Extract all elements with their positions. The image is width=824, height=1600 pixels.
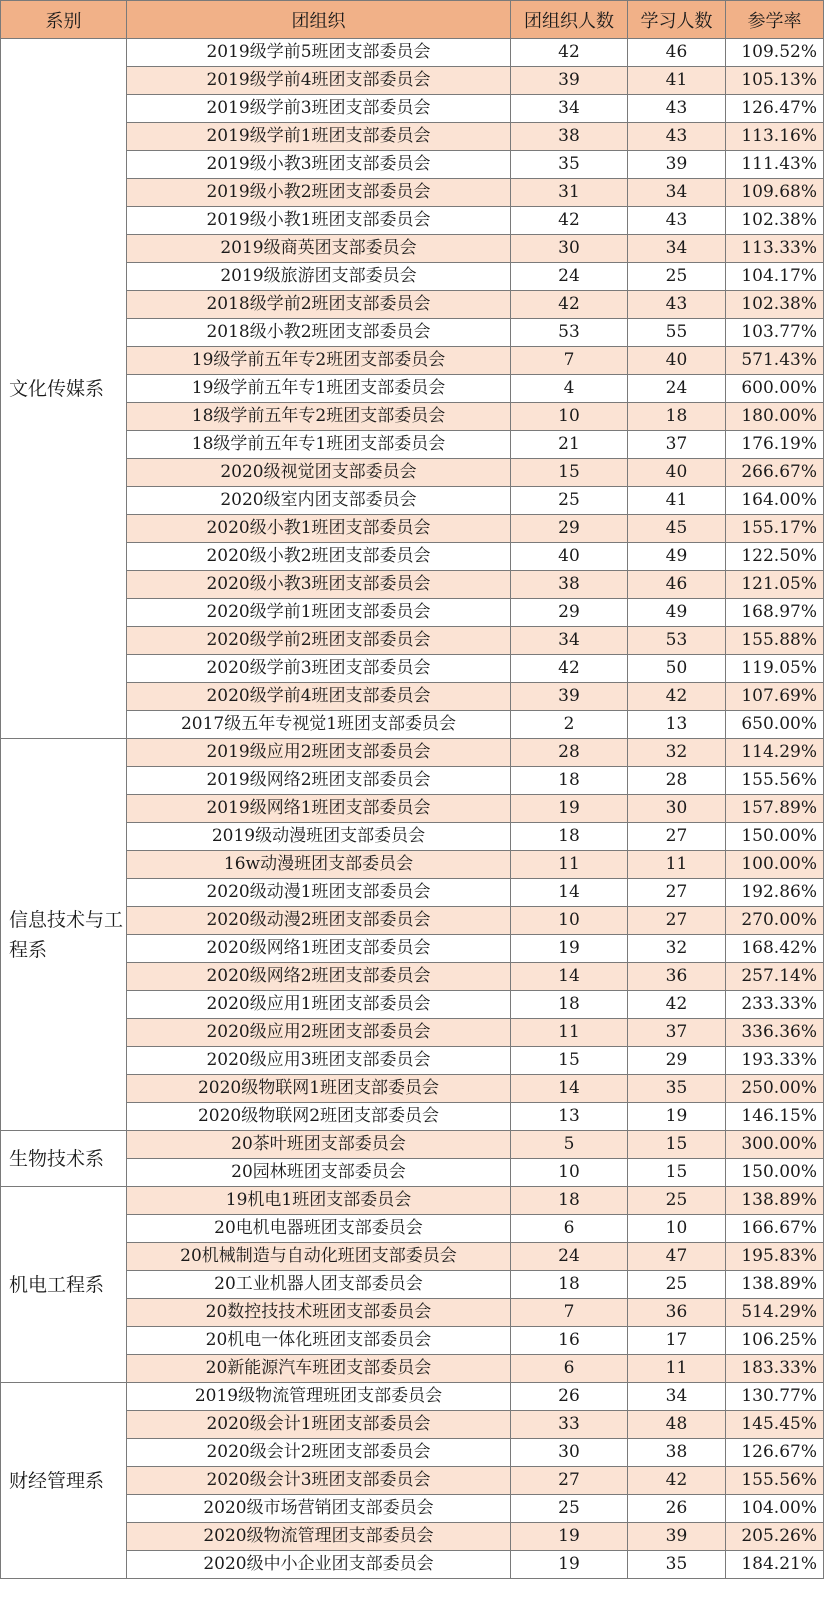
org-name-cell: 2019级学前4班团支部委员会 xyxy=(127,67,511,95)
study-count-cell: 36 xyxy=(628,1299,726,1327)
org-count-cell: 34 xyxy=(511,95,628,123)
rate-cell: 600.00% xyxy=(726,375,824,403)
org-name-cell: 20工业机器人团支部委员会 xyxy=(127,1271,511,1299)
study-count-cell: 29 xyxy=(628,1047,726,1075)
org-name-cell: 2019级物流管理班团支部委员会 xyxy=(127,1383,511,1411)
org-count-cell: 25 xyxy=(511,1495,628,1523)
rate-cell: 121.05% xyxy=(726,571,824,599)
header-dept: 系别 xyxy=(1,1,127,39)
org-name-cell: 2020级动漫1班团支部委员会 xyxy=(127,879,511,907)
org-name-cell: 2019级学前3班团支部委员会 xyxy=(127,95,511,123)
org-name-cell: 2020级小教3班团支部委员会 xyxy=(127,571,511,599)
table-header xyxy=(1,1,824,39)
org-name-cell: 2020级物流管理团支部委员会 xyxy=(127,1523,511,1551)
study-count-cell: 53 xyxy=(628,627,726,655)
org-name-cell: 2020级网络1班团支部委员会 xyxy=(127,935,511,963)
org-name-cell: 2020级物联网1班团支部委员会 xyxy=(127,1075,511,1103)
org-count-cell: 18 xyxy=(511,1271,628,1299)
org-count-cell: 42 xyxy=(511,39,628,67)
table-row xyxy=(1,1383,824,1411)
study-count-cell: 41 xyxy=(628,487,726,515)
rate-cell: 195.83% xyxy=(726,1243,824,1271)
rate-cell: 109.68% xyxy=(726,179,824,207)
rate-cell: 106.25% xyxy=(726,1327,824,1355)
study-count-cell: 41 xyxy=(628,67,726,95)
study-count-cell: 40 xyxy=(628,347,726,375)
table-body xyxy=(1,39,824,1579)
org-name-cell: 19机电1班团支部委员会 xyxy=(127,1187,511,1215)
org-count-cell: 18 xyxy=(511,767,628,795)
org-name-cell: 2019级小教1班团支部委员会 xyxy=(127,207,511,235)
rate-cell: 233.33% xyxy=(726,991,824,1019)
org-count-cell: 40 xyxy=(511,543,628,571)
org-count-cell: 38 xyxy=(511,123,628,151)
rate-cell: 150.00% xyxy=(726,823,824,851)
org-count-cell: 11 xyxy=(511,1019,628,1047)
org-name-cell: 19级学前五年专1班团支部委员会 xyxy=(127,375,511,403)
study-count-cell: 28 xyxy=(628,767,726,795)
org-name-cell: 2020级学前2班团支部委员会 xyxy=(127,627,511,655)
org-name-cell: 20园林班团支部委员会 xyxy=(127,1159,511,1187)
org-name-cell: 2018级学前2班团支部委员会 xyxy=(127,291,511,319)
rate-cell: 266.67% xyxy=(726,459,824,487)
rate-cell: 102.38% xyxy=(726,207,824,235)
rate-cell: 113.33% xyxy=(726,235,824,263)
org-name-cell: 2019级小教2班团支部委员会 xyxy=(127,179,511,207)
org-count-cell: 26 xyxy=(511,1383,628,1411)
rate-cell: 111.43% xyxy=(726,151,824,179)
org-count-cell: 15 xyxy=(511,459,628,487)
rate-cell: 155.56% xyxy=(726,767,824,795)
org-name-cell: 2019级应用2班团支部委员会 xyxy=(127,739,511,767)
org-count-cell: 4 xyxy=(511,375,628,403)
dept-cell: 财经管理系 xyxy=(1,1383,127,1579)
study-count-cell: 15 xyxy=(628,1131,726,1159)
org-count-cell: 35 xyxy=(511,151,628,179)
study-count-cell: 46 xyxy=(628,571,726,599)
rate-cell: 102.38% xyxy=(726,291,824,319)
org-count-cell: 6 xyxy=(511,1215,628,1243)
rate-cell: 650.00% xyxy=(726,711,824,739)
header-rate: 参学率 xyxy=(726,1,824,39)
study-count-cell: 39 xyxy=(628,151,726,179)
rate-cell: 107.69% xyxy=(726,683,824,711)
org-name-cell: 19级学前五年专2班团支部委员会 xyxy=(127,347,511,375)
org-count-cell: 30 xyxy=(511,1439,628,1467)
dept-cell: 生物技术系 xyxy=(1,1131,127,1187)
rate-cell: 183.33% xyxy=(726,1355,824,1383)
org-count-cell: 24 xyxy=(511,1243,628,1271)
study-count-cell: 46 xyxy=(628,39,726,67)
study-count-cell: 26 xyxy=(628,1495,726,1523)
study-count-cell: 43 xyxy=(628,291,726,319)
study-count-cell: 48 xyxy=(628,1411,726,1439)
study-count-cell: 11 xyxy=(628,851,726,879)
study-count-cell: 11 xyxy=(628,1355,726,1383)
org-count-cell: 7 xyxy=(511,1299,628,1327)
rate-cell: 113.16% xyxy=(726,123,824,151)
study-count-cell: 35 xyxy=(628,1075,726,1103)
org-count-cell: 30 xyxy=(511,235,628,263)
header-row xyxy=(1,1,824,39)
org-name-cell: 20机电一体化班团支部委员会 xyxy=(127,1327,511,1355)
study-count-cell: 10 xyxy=(628,1215,726,1243)
study-count-cell: 42 xyxy=(628,991,726,1019)
org-name-cell: 20电机电器班团支部委员会 xyxy=(127,1215,511,1243)
study-count-cell: 39 xyxy=(628,1523,726,1551)
rate-cell: 168.97% xyxy=(726,599,824,627)
org-count-cell: 19 xyxy=(511,1523,628,1551)
rate-cell: 157.89% xyxy=(726,795,824,823)
org-count-cell: 34 xyxy=(511,627,628,655)
org-name-cell: 2019级学前5班团支部委员会 xyxy=(127,39,511,67)
rate-cell: 105.13% xyxy=(726,67,824,95)
org-name-cell: 2020级小教2班团支部委员会 xyxy=(127,543,511,571)
org-name-cell: 2020级会计2班团支部委员会 xyxy=(127,1439,511,1467)
org-name-cell: 2019级学前1班团支部委员会 xyxy=(127,123,511,151)
rate-cell: 184.21% xyxy=(726,1551,824,1579)
rate-cell: 168.42% xyxy=(726,935,824,963)
study-count-cell: 43 xyxy=(628,207,726,235)
rate-cell: 126.67% xyxy=(726,1439,824,1467)
rate-cell: 145.45% xyxy=(726,1411,824,1439)
study-count-cell: 27 xyxy=(628,823,726,851)
study-count-cell: 34 xyxy=(628,179,726,207)
study-count-cell: 27 xyxy=(628,907,726,935)
study-count-cell: 15 xyxy=(628,1159,726,1187)
study-count-cell: 49 xyxy=(628,599,726,627)
org-name-cell: 20新能源汽车班团支部委员会 xyxy=(127,1355,511,1383)
rate-cell: 130.77% xyxy=(726,1383,824,1411)
rate-cell: 122.50% xyxy=(726,543,824,571)
table-row xyxy=(1,739,824,767)
dept-cell: 信息技术与工程系 xyxy=(1,739,127,1131)
rate-cell: 571.43% xyxy=(726,347,824,375)
rate-cell: 150.00% xyxy=(726,1159,824,1187)
org-count-cell: 27 xyxy=(511,1467,628,1495)
study-count-cell: 17 xyxy=(628,1327,726,1355)
org-name-cell: 2020级室内团支部委员会 xyxy=(127,487,511,515)
study-count-cell: 40 xyxy=(628,459,726,487)
org-name-cell: 2020级动漫2班团支部委员会 xyxy=(127,907,511,935)
org-name-cell: 20茶叶班团支部委员会 xyxy=(127,1131,511,1159)
org-count-cell: 31 xyxy=(511,179,628,207)
org-name-cell: 2020级市场营销团支部委员会 xyxy=(127,1495,511,1523)
org-name-cell: 2019级网络1班团支部委员会 xyxy=(127,795,511,823)
rate-cell: 205.26% xyxy=(726,1523,824,1551)
org-count-cell: 19 xyxy=(511,935,628,963)
org-name-cell: 2020级网络2班团支部委员会 xyxy=(127,963,511,991)
org-count-cell: 39 xyxy=(511,67,628,95)
org-count-cell: 33 xyxy=(511,1411,628,1439)
org-count-cell: 42 xyxy=(511,291,628,319)
study-count-cell: 43 xyxy=(628,95,726,123)
org-count-cell: 6 xyxy=(511,1355,628,1383)
org-count-cell: 38 xyxy=(511,571,628,599)
org-count-cell: 13 xyxy=(511,1103,628,1131)
study-count-cell: 32 xyxy=(628,739,726,767)
org-count-cell: 7 xyxy=(511,347,628,375)
table-row xyxy=(1,1187,824,1215)
study-count-cell: 30 xyxy=(628,795,726,823)
rate-cell: 119.05% xyxy=(726,655,824,683)
table-row xyxy=(1,1131,824,1159)
rate-cell: 166.67% xyxy=(726,1215,824,1243)
org-name-cell: 2017级五年专视觉1班团支部委员会 xyxy=(127,711,511,739)
rate-cell: 109.52% xyxy=(726,39,824,67)
rate-cell: 164.00% xyxy=(726,487,824,515)
org-count-cell: 2 xyxy=(511,711,628,739)
org-name-cell: 2019级小教3班团支部委员会 xyxy=(127,151,511,179)
study-count-cell: 37 xyxy=(628,431,726,459)
org-count-cell: 11 xyxy=(511,851,628,879)
rate-cell: 104.17% xyxy=(726,263,824,291)
study-count-cell: 13 xyxy=(628,711,726,739)
study-count-cell: 38 xyxy=(628,1439,726,1467)
study-count-cell: 27 xyxy=(628,879,726,907)
rate-cell: 100.00% xyxy=(726,851,824,879)
study-count-cell: 19 xyxy=(628,1103,726,1131)
rate-cell: 146.15% xyxy=(726,1103,824,1131)
dept-cell: 文化传媒系 xyxy=(1,39,127,739)
rate-cell: 103.77% xyxy=(726,319,824,347)
header-study-count: 学习人数 xyxy=(628,1,726,39)
study-count-cell: 25 xyxy=(628,263,726,291)
study-count-cell: 50 xyxy=(628,655,726,683)
study-count-cell: 42 xyxy=(628,1467,726,1495)
org-count-cell: 10 xyxy=(511,907,628,935)
org-count-cell: 29 xyxy=(511,599,628,627)
dept-cell: 机电工程系 xyxy=(1,1187,127,1383)
org-name-cell: 16w动漫班团支部委员会 xyxy=(127,851,511,879)
rate-cell: 155.56% xyxy=(726,1467,824,1495)
org-name-cell: 2020级视觉团支部委员会 xyxy=(127,459,511,487)
rate-cell: 155.17% xyxy=(726,515,824,543)
rate-cell: 270.00% xyxy=(726,907,824,935)
org-name-cell: 20数控技技术班团支部委员会 xyxy=(127,1299,511,1327)
org-count-cell: 10 xyxy=(511,403,628,431)
org-name-cell: 18级学前五年专2班团支部委员会 xyxy=(127,403,511,431)
org-count-cell: 18 xyxy=(511,823,628,851)
org-count-cell: 21 xyxy=(511,431,628,459)
rate-cell: 104.00% xyxy=(726,1495,824,1523)
org-name-cell: 2019级网络2班团支部委员会 xyxy=(127,767,511,795)
study-count-cell: 45 xyxy=(628,515,726,543)
org-name-cell: 2020级学前1班团支部委员会 xyxy=(127,599,511,627)
org-name-cell: 2020级应用2班团支部委员会 xyxy=(127,1019,511,1047)
org-count-cell: 42 xyxy=(511,207,628,235)
rate-cell: 192.86% xyxy=(726,879,824,907)
org-name-cell: 2020级应用1班团支部委员会 xyxy=(127,991,511,1019)
org-count-cell: 19 xyxy=(511,795,628,823)
org-count-cell: 28 xyxy=(511,739,628,767)
org-count-cell: 42 xyxy=(511,655,628,683)
rate-cell: 514.29% xyxy=(726,1299,824,1327)
study-count-cell: 32 xyxy=(628,935,726,963)
org-count-cell: 19 xyxy=(511,1551,628,1579)
rate-cell: 138.89% xyxy=(726,1187,824,1215)
org-count-cell: 14 xyxy=(511,963,628,991)
header-org-count: 团组织人数 xyxy=(511,1,628,39)
org-name-cell: 20机械制造与自动化班团支部委员会 xyxy=(127,1243,511,1271)
study-count-cell: 42 xyxy=(628,683,726,711)
study-count-cell: 36 xyxy=(628,963,726,991)
rate-cell: 155.88% xyxy=(726,627,824,655)
study-count-cell: 35 xyxy=(628,1551,726,1579)
rate-cell: 114.29% xyxy=(726,739,824,767)
org-count-cell: 14 xyxy=(511,1075,628,1103)
org-count-cell: 15 xyxy=(511,1047,628,1075)
org-name-cell: 2020级学前4班团支部委员会 xyxy=(127,683,511,711)
rate-cell: 250.00% xyxy=(726,1075,824,1103)
rate-cell: 126.47% xyxy=(726,95,824,123)
org-count-cell: 14 xyxy=(511,879,628,907)
org-name-cell: 2019级商英团支部委员会 xyxy=(127,235,511,263)
study-count-cell: 47 xyxy=(628,1243,726,1271)
study-count-cell: 55 xyxy=(628,319,726,347)
study-count-cell: 34 xyxy=(628,1383,726,1411)
study-count-cell: 25 xyxy=(628,1187,726,1215)
header-org: 团组织 xyxy=(127,1,511,39)
rate-cell: 138.89% xyxy=(726,1271,824,1299)
org-count-cell: 29 xyxy=(511,515,628,543)
org-name-cell: 2020级会计3班团支部委员会 xyxy=(127,1467,511,1495)
org-count-cell: 10 xyxy=(511,1159,628,1187)
org-name-cell: 2018级小教2班团支部委员会 xyxy=(127,319,511,347)
org-name-cell: 18级学前五年专1班团支部委员会 xyxy=(127,431,511,459)
rate-cell: 180.00% xyxy=(726,403,824,431)
study-count-cell: 37 xyxy=(628,1019,726,1047)
study-count-cell: 43 xyxy=(628,123,726,151)
org-name-cell: 2020级物联网2班团支部委员会 xyxy=(127,1103,511,1131)
study-count-cell: 34 xyxy=(628,235,726,263)
study-count-cell: 18 xyxy=(628,403,726,431)
org-count-cell: 24 xyxy=(511,263,628,291)
org-count-cell: 16 xyxy=(511,1327,628,1355)
rate-cell: 176.19% xyxy=(726,431,824,459)
org-name-cell: 2019级旅游团支部委员会 xyxy=(127,263,511,291)
rate-cell: 300.00% xyxy=(726,1131,824,1159)
org-count-cell: 18 xyxy=(511,991,628,1019)
rate-cell: 257.14% xyxy=(726,963,824,991)
org-name-cell: 2019级动漫班团支部委员会 xyxy=(127,823,511,851)
rate-cell: 336.36% xyxy=(726,1019,824,1047)
org-name-cell: 2020级学前3班团支部委员会 xyxy=(127,655,511,683)
study-count-cell: 49 xyxy=(628,543,726,571)
org-count-cell: 25 xyxy=(511,487,628,515)
org-name-cell: 2020级中小企业团支部委员会 xyxy=(127,1551,511,1579)
org-name-cell: 2020级应用3班团支部委员会 xyxy=(127,1047,511,1075)
org-count-cell: 18 xyxy=(511,1187,628,1215)
org-count-cell: 39 xyxy=(511,683,628,711)
org-count-cell: 5 xyxy=(511,1131,628,1159)
study-count-cell: 24 xyxy=(628,375,726,403)
org-name-cell: 2020级小教1班团支部委员会 xyxy=(127,515,511,543)
rate-cell: 193.33% xyxy=(726,1047,824,1075)
org-name-cell: 2020级会计1班团支部委员会 xyxy=(127,1411,511,1439)
table-row xyxy=(1,39,824,67)
study-count-cell: 25 xyxy=(628,1271,726,1299)
org-count-cell: 53 xyxy=(511,319,628,347)
